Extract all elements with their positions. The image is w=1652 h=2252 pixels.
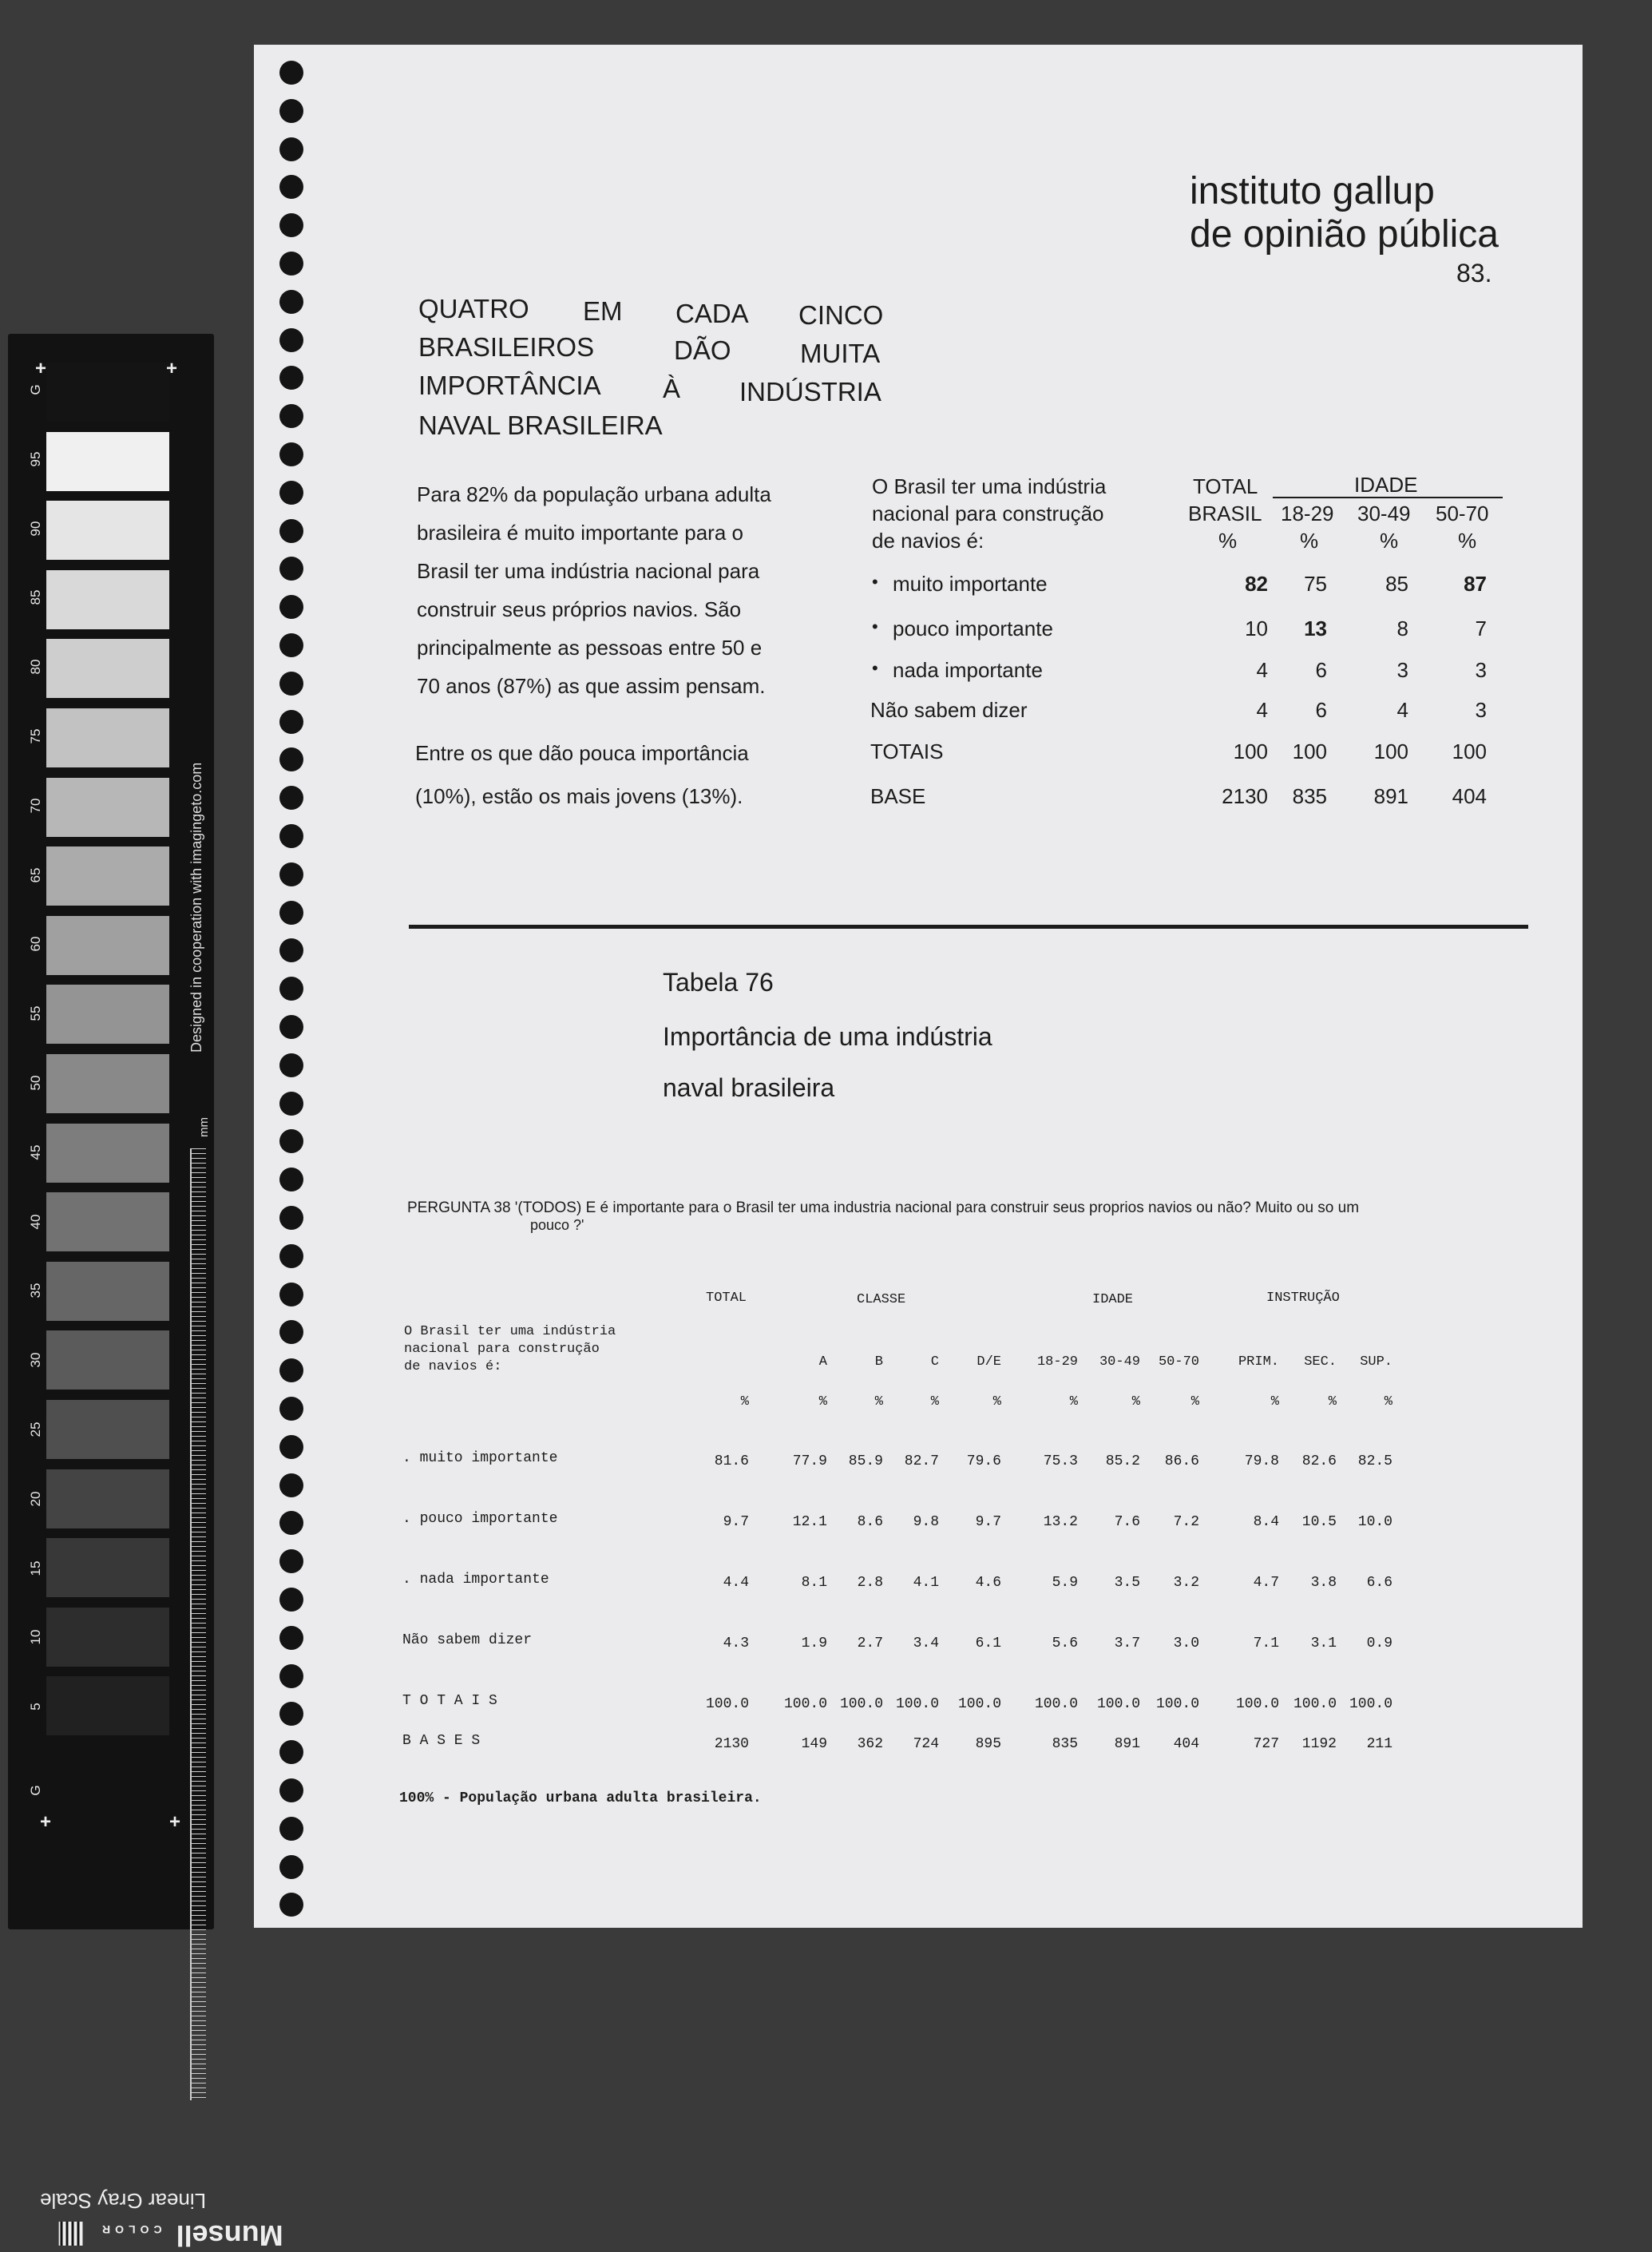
detail-cell: 4.1 [913, 1575, 939, 1591]
gray-patch [46, 916, 169, 975]
summary-cell: 6 [1315, 698, 1327, 722]
binding-hole [279, 404, 303, 428]
detail-cell: 81.6 [714, 1453, 749, 1469]
col-age: 18-29 [1281, 502, 1334, 525]
body-line: Entre os que dão pouca importância [415, 741, 749, 765]
detail-cell: 100.0 [1096, 1696, 1140, 1712]
headline-word: NAVAL BRASILEIRA [418, 410, 663, 440]
detail-cell: 9.7 [975, 1514, 1001, 1530]
summary-cell: 6 [1315, 658, 1327, 682]
detail-col-header: SEC. [1304, 1354, 1337, 1370]
headline-word: BRASILEIROS [418, 332, 595, 362]
detail-cell: 895 [975, 1736, 1001, 1752]
binding-hole [279, 442, 303, 466]
binding-hole [279, 747, 303, 771]
binding-hole [279, 1283, 303, 1306]
detail-cell: 1.9 [801, 1635, 827, 1651]
body-line: brasileira é muito importante para o [417, 521, 743, 545]
gray-patch [46, 778, 169, 837]
detail-cell: 835 [1052, 1736, 1078, 1752]
detail-cell: 5.6 [1052, 1635, 1078, 1651]
summary-cell: 3 [1475, 658, 1487, 682]
detail-cell: 100.0 [1349, 1696, 1393, 1712]
binding-hole [279, 481, 303, 505]
summary-question: nacional para construção [872, 502, 1104, 525]
gray-patch [46, 846, 169, 906]
detail-cell: 85.2 [1105, 1453, 1140, 1469]
gray-patch [46, 432, 169, 491]
summary-cell: 82 [1245, 572, 1268, 596]
binding-hole [279, 595, 303, 619]
headline-word: INDÚSTRIA [739, 377, 881, 406]
brand-logo-icon [59, 2222, 83, 2246]
detail-col-header: A [818, 1354, 827, 1370]
group-header: INSTRUÇÃO [1266, 1291, 1340, 1306]
detail-col-header: SUP. [1360, 1354, 1393, 1370]
detail-col-header: PRIM. [1238, 1354, 1279, 1370]
detail-row-label: . pouco importante [402, 1511, 558, 1527]
scale-number: 80 [28, 659, 43, 675]
detail-cell: 4.4 [723, 1575, 749, 1591]
summary-cell: 13 [1304, 617, 1327, 640]
scale-number: 65 [28, 867, 43, 883]
detail-cell: 7.6 [1114, 1514, 1140, 1530]
detail-cell: 149 [801, 1736, 827, 1752]
summary-cell: 4 [1256, 698, 1268, 722]
detail-cell: 100.0 [705, 1696, 749, 1712]
scale-number: 50 [28, 1075, 43, 1091]
col-group-idade: IDADE [1354, 473, 1418, 497]
detail-cell: 79.8 [1244, 1453, 1279, 1469]
scale-name: Linear Gray Scale [40, 2189, 207, 2213]
detail-cell: 727 [1253, 1736, 1279, 1752]
group-header: CLASSE [857, 1292, 906, 1307]
summary-cell: 87 [1464, 572, 1487, 596]
detail-cell: 82.7 [904, 1453, 939, 1469]
binding-hole [279, 633, 303, 657]
org-name-line2: de opinião pública [1190, 213, 1499, 256]
detail-cell: 82.6 [1301, 1453, 1337, 1469]
detail-cell: 7.1 [1253, 1635, 1279, 1651]
detail-cell: 12.1 [792, 1514, 827, 1530]
detail-cell: 8.4 [1253, 1514, 1279, 1530]
detail-cell: 100.0 [895, 1696, 939, 1712]
detail-col-header: C [930, 1354, 939, 1370]
binding-hole [279, 61, 303, 85]
detail-cell: 2130 [714, 1736, 749, 1752]
gray-patch [46, 1124, 169, 1183]
detail-cell: 100.0 [1235, 1696, 1279, 1712]
binding-hole [279, 328, 303, 352]
binding-hole [279, 1206, 303, 1230]
summary-row-label: pouco importante [893, 617, 1053, 640]
scale-number: 25 [28, 1421, 43, 1437]
binding-hole [279, 1358, 303, 1382]
detail-col-header: 18-29 [1036, 1354, 1078, 1370]
binding-hole [279, 901, 303, 925]
detail-cell: 8.1 [801, 1575, 827, 1591]
headline-word: CADA [675, 299, 749, 328]
summary-question: de navios é: [872, 529, 984, 553]
detail-cell: 10.5 [1301, 1514, 1337, 1530]
detail-cell: 6.1 [975, 1635, 1001, 1651]
row-question: nacional para construção [404, 1342, 600, 1357]
detail-cell: 100.0 [783, 1696, 827, 1712]
headline-word: EM [583, 296, 623, 326]
summary-row-label: muito importante [893, 572, 1048, 596]
summary-row-label: BASE [870, 784, 926, 808]
binding-hole [279, 1053, 303, 1077]
headline-word: À [663, 374, 681, 403]
detail-col-header: 30-49 [1099, 1354, 1140, 1370]
gray-patch [46, 501, 169, 560]
summary-cell: 3 [1475, 698, 1487, 722]
binding-hole [279, 1626, 303, 1650]
gray-patch [46, 708, 169, 767]
detail-cell: 82.5 [1357, 1453, 1393, 1469]
binding-hole [279, 137, 303, 161]
detail-row-label: . muito importante [402, 1450, 558, 1466]
binding-hole [279, 938, 303, 962]
detail-cell: 5.9 [1052, 1575, 1078, 1591]
binding-hole [279, 252, 303, 276]
scale-number: 95 [28, 451, 43, 467]
bullet-icon: • [872, 617, 878, 636]
detail-cell: 211 [1366, 1736, 1393, 1752]
summary-cell: 4 [1396, 698, 1408, 722]
detail-cell: 3.7 [1114, 1635, 1140, 1651]
binding-hole [279, 1244, 303, 1268]
scale-number: 40 [28, 1214, 43, 1230]
col-total: TOTAL [1193, 474, 1258, 498]
detail-col-header: D/E [977, 1354, 1001, 1370]
summary-cell: 100 [1452, 739, 1487, 763]
gray-patch [46, 1608, 169, 1667]
detail-cell: 3.8 [1310, 1575, 1337, 1591]
detail-cell: 75.3 [1043, 1453, 1078, 1469]
detail-cell: 2.8 [857, 1575, 883, 1591]
scale-credit: Designed in cooperation with imagingeto.com [188, 762, 204, 1053]
summary-cell: 3 [1396, 658, 1408, 682]
pct-sign: % [1458, 529, 1477, 553]
table-question: pouco ?' [530, 1217, 584, 1233]
org-name-line1: instituto gallup [1190, 170, 1435, 212]
summary-row-label: Não sabem dizer [870, 698, 1028, 722]
binding-hole [279, 519, 303, 543]
idade-underline [1273, 497, 1503, 498]
summary-question: O Brasil ter uma indústria [872, 474, 1107, 498]
binding-hole [279, 1397, 303, 1421]
detail-cell: 13.2 [1043, 1514, 1078, 1530]
binding-hole [279, 672, 303, 696]
detail-cell: 77.9 [792, 1453, 827, 1469]
detail-cell: 100.0 [1155, 1696, 1199, 1712]
table-subtitle: naval brasileira [663, 1073, 835, 1102]
summary-cell: 75 [1304, 572, 1327, 596]
col-age: 50-70 [1436, 502, 1489, 525]
summary-row-label: TOTAIS [870, 739, 944, 763]
scale-number: 5 [28, 1703, 43, 1711]
body-line: Brasil ter uma indústria nacional para [417, 559, 760, 583]
scale-number: 15 [28, 1560, 43, 1576]
pct-sign: % [1131, 1394, 1140, 1409]
gray-patch [46, 1538, 169, 1597]
bullet-icon: • [872, 572, 878, 592]
binding-hole [279, 1588, 303, 1612]
headline-word: CINCO [798, 300, 884, 330]
group-header: IDADE [1092, 1292, 1134, 1307]
brand-sub: COLOR [97, 2223, 162, 2236]
gray-patch [46, 639, 169, 698]
summary-cell: 7 [1475, 617, 1487, 640]
detail-cell: 4.3 [723, 1635, 749, 1651]
headline-word: DÃO [674, 335, 731, 365]
detail-col-header: B [874, 1354, 883, 1370]
scale-brand [59, 2218, 283, 2252]
binding-hole [279, 1511, 303, 1535]
scale-number: 35 [28, 1283, 43, 1298]
detail-cell: 6.6 [1366, 1575, 1393, 1591]
detail-cell: 3.2 [1173, 1575, 1199, 1591]
binding-hole [279, 1893, 303, 1917]
binding-hole [279, 1092, 303, 1116]
summary-cell: 100 [1292, 739, 1327, 763]
scale-number: 60 [28, 936, 43, 952]
detail-cell: 8.6 [857, 1514, 883, 1530]
detail-cell: 0.9 [1366, 1635, 1393, 1651]
binding-hole [279, 1129, 303, 1153]
gray-scale-card [8, 334, 283, 2252]
detail-cell: 3.0 [1173, 1635, 1199, 1651]
pct-sign: % [930, 1394, 939, 1409]
detail-cell: 100.0 [839, 1696, 883, 1712]
binding-hole [279, 1855, 303, 1879]
binding-hole [279, 1702, 303, 1726]
pct-sign: % [818, 1394, 827, 1409]
detail-cell: 891 [1114, 1736, 1140, 1752]
table-question: PERGUNTA 38 '(TODOS) E é importante para o Brasil ter uma industria nacional para construir seus proprios navios ou não? Muito ou so um [407, 1199, 1360, 1216]
detail-cell: 4.7 [1253, 1575, 1279, 1591]
scale-number: 30 [28, 1352, 43, 1368]
detail-col-header: 50-70 [1158, 1354, 1199, 1370]
detail-cell: 9.8 [913, 1514, 939, 1530]
gray-patch [46, 363, 169, 422]
binding-hole [279, 1320, 303, 1344]
summary-cell: 835 [1292, 784, 1327, 808]
scale-number: G [28, 384, 43, 395]
registration-mark: + [40, 1811, 52, 1833]
gray-patch [46, 1400, 169, 1459]
table-footnote: 100% - População urbana adulta brasileira. [399, 1790, 762, 1806]
summary-cell: 8 [1396, 617, 1408, 640]
binding-hole [279, 1817, 303, 1841]
detail-cell: 85.9 [848, 1453, 883, 1469]
body-line: principalmente as pessoas entre 50 e [417, 636, 763, 660]
scale-number: 10 [28, 1629, 43, 1645]
detail-cell: 100.0 [1034, 1696, 1078, 1712]
scale-number: 20 [28, 1491, 43, 1507]
detail-row-label: Não sabem dizer [402, 1632, 533, 1648]
detail-cell: 100.0 [1293, 1696, 1337, 1712]
detail-row-label: B A S E S [402, 1733, 481, 1749]
table-subtitle: Importância de uma indústria [663, 1022, 992, 1051]
binding-hole [279, 1473, 303, 1497]
detail-cell: 2.7 [857, 1635, 883, 1651]
binding-hole [279, 824, 303, 848]
body-line: 70 anos (87%) as que assim pensam. [417, 674, 766, 698]
binding-hole [279, 977, 303, 1001]
detail-cell: 1192 [1301, 1736, 1337, 1752]
headline-word: MUITA [800, 339, 881, 368]
row-question: de navios é: [404, 1359, 502, 1374]
pct-sign: % [1270, 1394, 1279, 1409]
pct-sign: % [740, 1394, 749, 1409]
pct-sign: % [1380, 529, 1399, 553]
summary-row-label: nada importante [893, 658, 1043, 682]
gray-patch [46, 1262, 169, 1321]
scale-number: 75 [28, 728, 43, 744]
registration-mark: + [35, 358, 47, 379]
scale-number: 45 [28, 1144, 43, 1160]
pct-sign: % [1069, 1394, 1078, 1409]
headline-word: IMPORTÂNCIA [418, 371, 601, 400]
detail-cell: 100.0 [957, 1696, 1001, 1712]
detail-cell: 3.1 [1310, 1635, 1337, 1651]
pct-sign: % [1328, 1394, 1337, 1409]
mm-ruler [190, 1148, 206, 2100]
detail-cell: 86.6 [1164, 1453, 1199, 1469]
headline-word: QUATRO [418, 294, 529, 323]
body-line: Para 82% da população urbana adulta [417, 482, 771, 506]
binding-hole [279, 290, 303, 314]
gray-patch [46, 985, 169, 1044]
col-total: BRASIL [1188, 502, 1262, 525]
binding-hole [279, 1168, 303, 1191]
brand-name: Munsell [176, 2219, 283, 2252]
pct-sign: % [1218, 529, 1238, 553]
detail-cell: 724 [913, 1736, 939, 1752]
binding-hole [279, 1015, 303, 1039]
scale-number: 90 [28, 521, 43, 537]
binding-hole [279, 1778, 303, 1802]
summary-cell: 2130 [1222, 784, 1268, 808]
detail-cell: 10.0 [1357, 1514, 1393, 1530]
binding-hole [279, 175, 303, 199]
registration-mark: + [169, 1811, 181, 1833]
scale-number: G [28, 1785, 43, 1796]
binding-hole [279, 710, 303, 734]
col-age: 30-49 [1357, 502, 1411, 525]
registration-mark: + [166, 358, 178, 379]
row-question: O Brasil ter uma indústria [404, 1324, 616, 1339]
gray-patch [46, 570, 169, 629]
detail-cell: 7.2 [1173, 1514, 1199, 1530]
detail-cell: 9.7 [723, 1514, 749, 1530]
gray-patch [46, 1192, 169, 1251]
binding-hole [279, 1435, 303, 1459]
summary-cell: 404 [1452, 784, 1487, 808]
gray-patch [46, 1054, 169, 1113]
scale-number: 70 [28, 798, 43, 814]
pct-sign: % [1300, 529, 1319, 553]
binding-hole [279, 1549, 303, 1573]
binding-hole [279, 99, 303, 123]
binding-hole [279, 557, 303, 581]
gray-patch [46, 1469, 169, 1528]
binding-hole [279, 366, 303, 390]
detail-cell: 404 [1173, 1736, 1199, 1752]
pct-sign: % [1384, 1394, 1393, 1409]
scale-number: 85 [28, 589, 43, 605]
scale-number: 55 [28, 1005, 43, 1021]
section-divider [409, 925, 1528, 929]
pct-sign: % [1190, 1394, 1199, 1409]
summary-cell: 891 [1373, 784, 1408, 808]
summary-cell: 100 [1233, 739, 1268, 763]
scale-unit: mm [197, 1117, 211, 1137]
body-line: construir seus próprios navios. São [417, 597, 742, 621]
detail-cell: 3.4 [913, 1635, 939, 1651]
binding-hole [279, 786, 303, 810]
document-page [254, 45, 1583, 1928]
page-number: 83. [1456, 259, 1492, 287]
binding-hole [279, 1740, 303, 1764]
binding-hole [279, 213, 303, 237]
summary-cell: 4 [1256, 658, 1268, 682]
gray-patch [46, 1330, 169, 1390]
group-header: TOTAL [706, 1291, 747, 1306]
summary-cell: 10 [1245, 617, 1268, 640]
detail-row-label: T O T A I S [402, 1693, 497, 1709]
pct-sign: % [992, 1394, 1001, 1409]
detail-cell: 362 [857, 1736, 883, 1752]
pct-sign: % [874, 1394, 883, 1409]
gray-patch [46, 1676, 169, 1735]
detail-cell: 3.5 [1114, 1575, 1140, 1591]
detail-cell: 4.6 [975, 1575, 1001, 1591]
binding-hole [279, 1664, 303, 1688]
summary-cell: 100 [1373, 739, 1408, 763]
detail-cell: 79.6 [966, 1453, 1001, 1469]
bullet-icon: • [872, 658, 878, 678]
detail-row-label: . nada importante [402, 1572, 549, 1588]
binding-hole [279, 862, 303, 886]
table-title: Tabela 76 [663, 968, 774, 997]
body-line: (10%), estão os mais jovens (13%). [415, 784, 743, 808]
summary-cell: 85 [1385, 572, 1408, 596]
